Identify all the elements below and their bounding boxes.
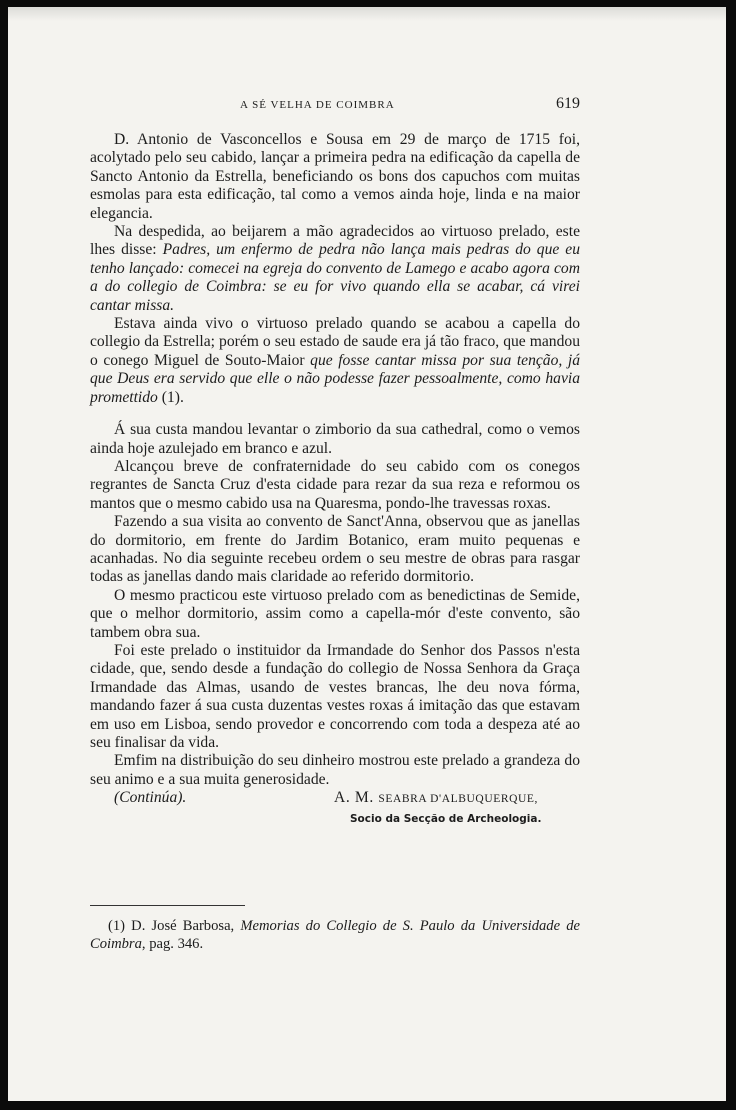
document-page: [8, 7, 726, 1101]
paragraph-6: Fazendo a sua visita ao convento de Sanct'Anna, observou que as janellas do dormitorio, em frente do Jardim Botanico, eram muito pequenas e acanhadas. No dia seguinte recebeu ordem o seu mestre de obras para rasgar todas as janellas dando mais claridade ao referido dormitorio.: [90, 513, 580, 586]
paragraph-1: D. Antonio de Vasconcellos e Sousa em 29 de março de 1715 foi, acolytado pelo seu cabido, lançar a primeira pedra na edificação da capella de Sancto Antonio da Estrella, beneficiando os bons dos capuchos com muitas esmolas para esta edificação, tal como a vemos ainda hoje, linda e na maior elegancia.: [90, 131, 580, 222]
paragraph-2-intro: Na despedida, ao beijarem a mão agradecidos ao virtuoso prelado, este lhes disse:: [90, 223, 580, 259]
author-role: Socio da Secção de Archeologia.: [350, 813, 542, 826]
author-initials: A. M.: [334, 789, 379, 807]
paragraph-3-quote: que fosse cantar missa por sua tenção, já que Deus era servido que elle o não podesse fazer pessoalmente, como havia promettido: [90, 351, 580, 406]
paragraph-5: Alcançou breve de confraternidade do seu cabido com os conegos regrantes de Sancta Cruz d'esta cidade para rezar da sua reza e reformou os mantos que o mesmo cabido usa na Quaresma, pondo-lhe travessas roxas.: [90, 457, 580, 512]
paragraph-2: [90, 223, 580, 315]
footnote: [90, 917, 580, 953]
continua-note: (Continúa).: [114, 789, 187, 807]
running-header: [90, 95, 580, 119]
scan-edge-shade: [8, 7, 726, 21]
footnote-text: [90, 917, 580, 953]
footnote-rest: , pag. 346.: [141, 936, 204, 952]
header-title: A SÉ VELHA DE COIMBRA: [240, 99, 395, 111]
paragraph-3-intro: Estava ainda vivo o virtuoso prelado quando se acabou a capella do collegio da Estrella; porém o seu estado de saude era já tão fraco, que mandou o conego Miguel de Souto-Maior: [90, 315, 580, 369]
signature-block: [90, 789, 580, 831]
paragraph-8: Foi este prelado o instituidor da Irmandade do Senhor dos Passos n'esta cidade, que, sendo desde a fundação do collegio de Nossa Senhora da Graça Irmandade das Almas, usando de vestes brancas, lhe deu nova fórma, mandando fazer á sua custa duzentas vestes roxas á imitação das que estavam em uso em Lisboa, sendo provedor e concorrendo com toda a despeza até ao seu finalisar da vida.: [90, 641, 580, 751]
page-number: 619: [556, 95, 580, 112]
footnote-author: D. José Barbosa,: [131, 918, 241, 934]
paragraph-7: O mesmo practicou este virtuoso prelado com as benedictinas de Semide, que o melhor dormitorio, assim como a capella-mór d'este convento, são tambem obra sua.: [90, 586, 580, 641]
article-body: [90, 131, 580, 831]
paragraph-9: Emfim na distribuição do seu dinheiro mostrou este prelado a grandeza do seu animo e a sua muita generosidade.: [90, 752, 580, 788]
author-surname: SEABRA D'ALBUQUERQUE,: [378, 793, 539, 806]
footnote-marker: (1): [108, 918, 132, 934]
footnote-title: Memorias do Collegio de S. Paulo da Universidade de Coimbra: [90, 918, 580, 952]
author-name: [334, 789, 538, 808]
paragraph-3: [90, 315, 580, 407]
paragraph-2-quote: Padres, um enfermo de pedra não lança mais pedras do que eu tenho lançado: comecei na egreja do convento de Lamego e acabo agora com a do collegio de Coimbra: se eu for vivo quando ella se acabar, cá virei cantar missa.: [90, 241, 581, 314]
paragraph-4: Á sua custa mandou levantar o zimborio da sua cathedral, como o vemos ainda hoje azulejado em branco e azul.: [90, 421, 580, 457]
footnote-divider: [90, 905, 245, 906]
footnote-reference: (1).: [157, 388, 184, 406]
